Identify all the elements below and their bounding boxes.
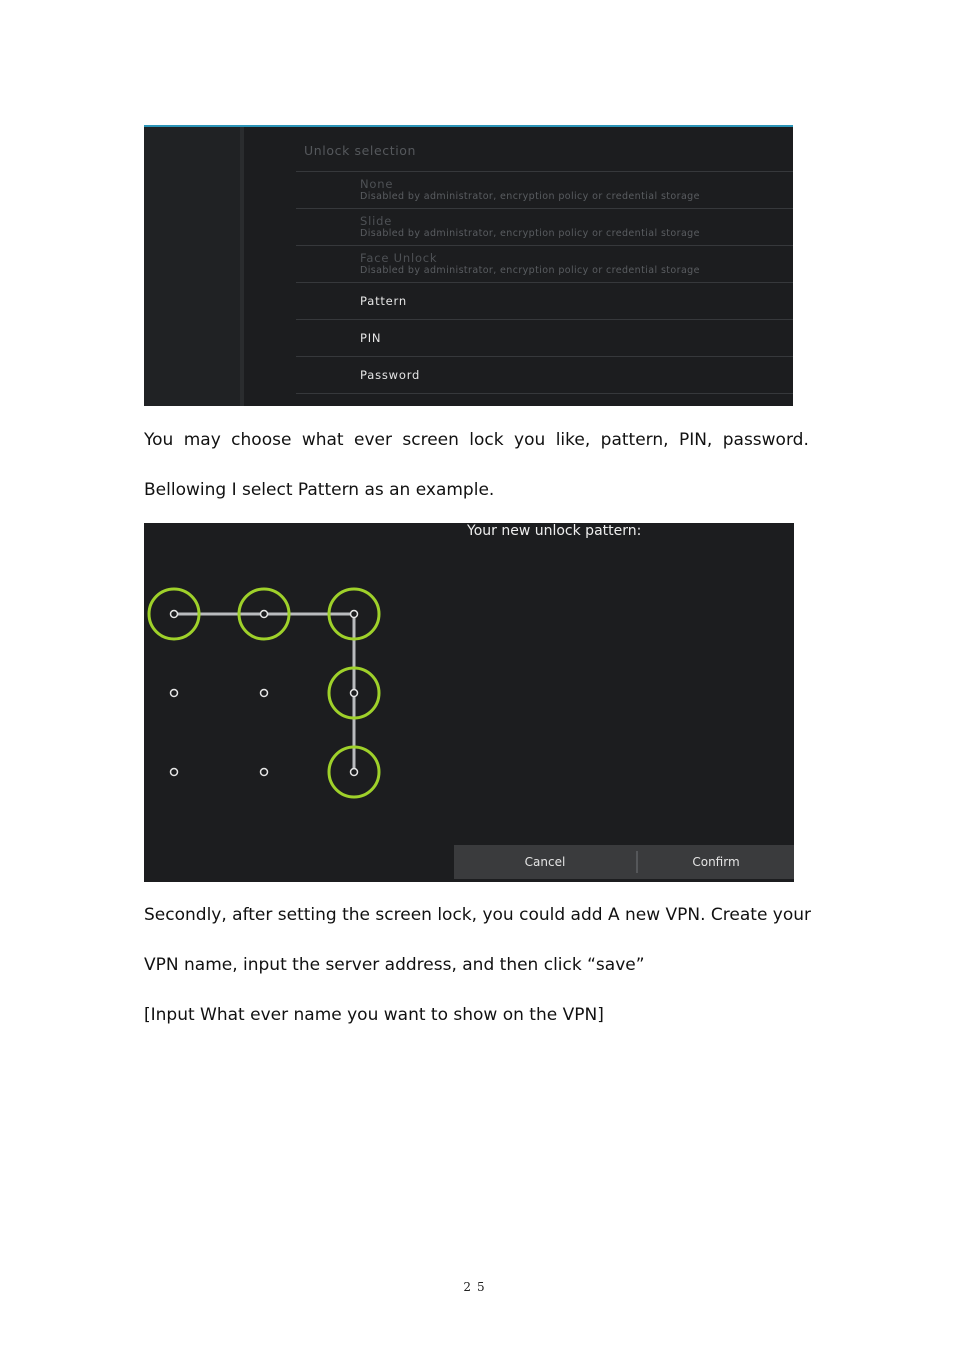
pattern-dot-4[interactable] bbox=[171, 690, 178, 697]
option-label: Face Unlock bbox=[360, 251, 438, 265]
option-label: Slide bbox=[360, 214, 393, 228]
paragraph-word: pattern, bbox=[600, 430, 669, 450]
paragraph-word: screen bbox=[402, 430, 459, 450]
option-label: Pattern bbox=[360, 294, 407, 308]
pattern-grid bbox=[144, 523, 794, 882]
option-pin[interactable] bbox=[296, 319, 793, 357]
paragraph-word: like, bbox=[555, 430, 591, 450]
paragraph-word: PIN, bbox=[678, 430, 713, 450]
paragraph-2-line-1: Secondly, after setting the screen lock, you could add A new VPN. Create your bbox=[144, 905, 812, 925]
paragraph-3: [Input What ever name you want to show on the VPN] bbox=[144, 1005, 604, 1025]
confirm-button[interactable]: Confirm bbox=[692, 855, 740, 869]
settings-left-panel bbox=[144, 127, 240, 406]
cancel-button[interactable]: Cancel bbox=[524, 855, 566, 869]
paragraph-word: lock bbox=[469, 430, 504, 450]
paragraph-word: what bbox=[301, 430, 344, 450]
option-divider-bottom bbox=[296, 393, 793, 404]
option-subtext: Disabled by administrator, encryption policy or credential storage bbox=[360, 191, 700, 202]
option-label: None bbox=[360, 177, 394, 191]
paragraph-1-line-2: Bellowing I select Pattern as an example. bbox=[144, 480, 495, 500]
paragraph-word: choose bbox=[231, 430, 292, 450]
dialog-title: Unlock selection bbox=[304, 143, 417, 158]
pattern-dot-5[interactable] bbox=[261, 690, 268, 697]
option-face-unlock bbox=[296, 245, 793, 283]
option-label: Password bbox=[360, 368, 421, 382]
paragraph-word: You bbox=[144, 430, 174, 450]
option-password[interactable] bbox=[296, 356, 793, 394]
paragraph-1-line-1 bbox=[144, 430, 809, 450]
pattern-heading: Your new unlock pattern: bbox=[467, 523, 642, 539]
option-subtext: Disabled by administrator, encryption policy or credential storage bbox=[360, 228, 700, 239]
paragraph-word: may bbox=[183, 430, 221, 450]
page-number: 25 bbox=[463, 1280, 491, 1294]
pattern-dot-7[interactable] bbox=[171, 769, 178, 776]
pattern-screenshot bbox=[144, 523, 794, 882]
pattern-button-bar bbox=[454, 845, 794, 879]
unlock-selection-dialog bbox=[244, 127, 793, 406]
paragraph-word: password. bbox=[722, 430, 809, 450]
option-label: PIN bbox=[360, 331, 382, 345]
unlock-selection-screenshot bbox=[144, 125, 793, 406]
paragraph-word: ever bbox=[354, 430, 392, 450]
paragraph-2-line-2: VPN name, input the server address, and then click “save” bbox=[144, 955, 645, 975]
option-slide bbox=[296, 208, 793, 246]
option-pattern[interactable] bbox=[296, 282, 793, 320]
option-none bbox=[296, 171, 793, 209]
pattern-dot-8[interactable] bbox=[261, 769, 268, 776]
option-subtext: Disabled by administrator, encryption policy or credential storage bbox=[360, 265, 700, 276]
paragraph-word: you bbox=[514, 430, 546, 450]
